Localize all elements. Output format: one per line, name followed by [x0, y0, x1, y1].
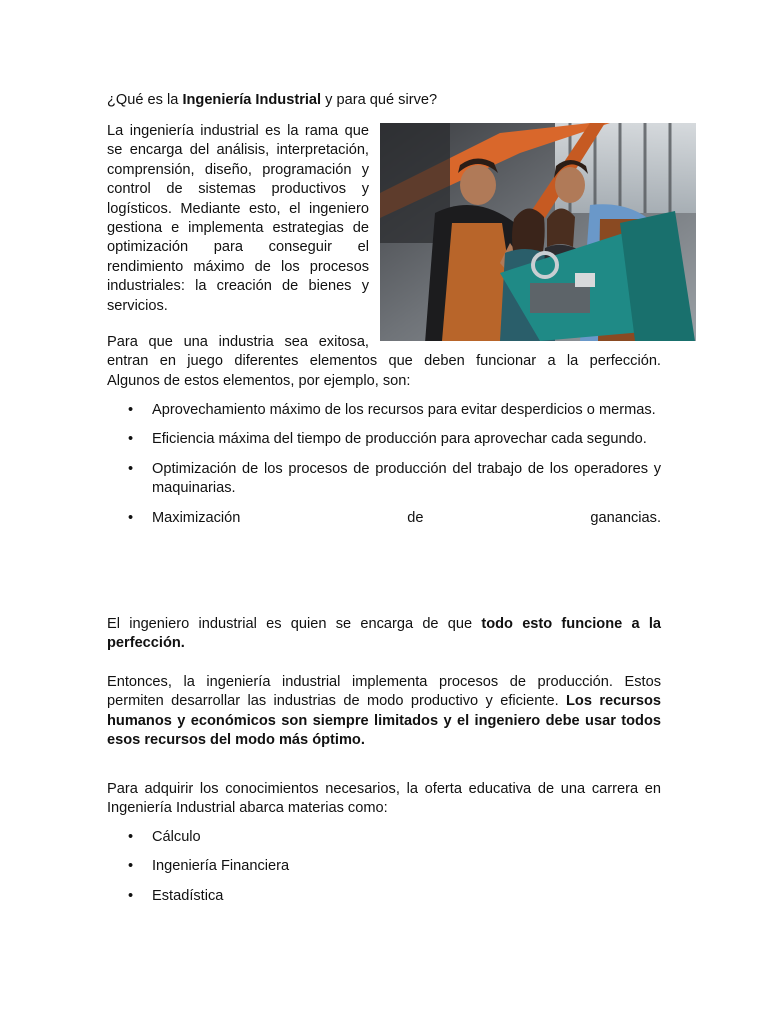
list-item: [107, 430, 661, 449]
paragraph-elements-intro: [107, 333, 661, 391]
bullet: •: [128, 509, 134, 526]
paragraph-line: Algunos de estos elementos, por ejemplo, son:: [107, 372, 411, 389]
intro-line: industriales: la creación de bienes y: [107, 278, 369, 295]
list-item: [107, 828, 661, 847]
paragraph-engineer-role: [107, 615, 661, 654]
list-item: [107, 887, 661, 906]
list-item-text: Estadística: [152, 887, 224, 904]
heading-prefix: ¿Qué es la: [107, 92, 183, 108]
paragraph-line: entran en juego diferentes elementos que deben funcionar a la perfección.: [107, 353, 661, 370]
intro-line: control de sistemas productivos y: [107, 181, 369, 198]
intro-line: servicios.: [107, 297, 168, 314]
intro-paragraph: [107, 122, 369, 316]
paragraph-text: Entonces, la ingeniería industrial implementa procesos de producción. Estos permiten desarrollar las industrias de modo productivo y eficiente.: [107, 674, 661, 710]
bullet: •: [128, 460, 134, 477]
heading-bold-term: Ingeniería Industrial: [182, 92, 322, 108]
paragraph-production: [107, 673, 661, 751]
paragraph-line: Para que una industria sea exitosa,: [107, 334, 369, 350]
bullet: •: [128, 402, 134, 418]
intro-line: gestiona e implementa estrategias de: [107, 220, 369, 237]
heading-suffix: y para qué sirve?: [321, 92, 438, 108]
bullet: •: [128, 431, 134, 448]
elements-list: [107, 401, 661, 528]
list-item-text: Optimización de los procesos de producción del trabajo de los operadores y maquinarias.: [152, 460, 661, 497]
intro-line: optimización para conseguir el: [107, 239, 369, 256]
list-item: [107, 401, 661, 420]
paragraph-text: El ingeniero industrial es quien se encarga de que: [107, 616, 482, 632]
bullet: •: [128, 887, 134, 904]
list-item-text: Ingeniería Financiera: [152, 858, 290, 875]
intro-line: se encarga del análisis, interpretación,: [107, 142, 369, 159]
list-item-text: Cálculo: [152, 829, 201, 845]
intro-line: logísticos. Mediante esto, el ingeniero: [107, 200, 369, 217]
heading: [107, 91, 661, 110]
bullet: •: [128, 858, 134, 875]
intro-line: comprensión, diseño, programación y: [107, 161, 369, 178]
list-item: [107, 460, 661, 499]
subjects-list: [107, 828, 661, 906]
paragraph-bold-text: Los recursos humanos y económicos son siempre limitados y el ingeniero debe usar todos esos recursos del modo más óptimo.: [107, 693, 661, 749]
list-item: [107, 509, 661, 528]
list-item-text: Eficiencia máxima del tiempo de producción para aprovechar cada segundo.: [152, 431, 647, 448]
intro-line: La ingeniería industrial es la rama que: [107, 123, 369, 139]
bullet: •: [128, 829, 134, 845]
paragraph-bold-text: todo esto funcione a la perfección.: [107, 616, 661, 652]
paragraph-education: Para adquirir los conocimientos necesarios, la oferta educativa de una carrera en Ingeniería Industrial abarca materias como:: [107, 781, 661, 817]
list-item-text: Maximización de ganancias.: [152, 509, 661, 526]
list-item: [107, 857, 661, 876]
engineering-students-photo: [380, 123, 696, 341]
intro-line: rendimiento máximo de los procesos: [107, 258, 369, 275]
list-item-text: Aprovechamiento máximo de los recursos para evitar desperdicios o mermas.: [152, 402, 656, 418]
